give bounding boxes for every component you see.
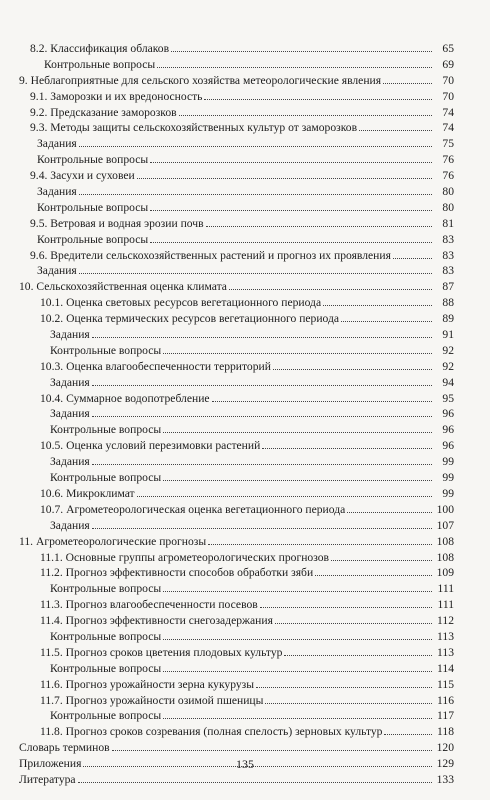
toc-entry-page: 99 [442, 471, 454, 485]
toc-entry-title: 11.4. Прогноз эффективности снегозадержания [40, 614, 273, 628]
dot-leader [383, 82, 432, 84]
dot-leader [384, 733, 432, 735]
toc-entry [0, 248, 490, 264]
toc-entry-page: 89 [442, 312, 454, 326]
toc-entry-page: 74 [442, 121, 454, 135]
dot-leader [393, 257, 432, 259]
toc-entry [0, 327, 490, 343]
toc-entry-page: 88 [442, 296, 454, 310]
toc-entry-page: 92 [442, 343, 454, 357]
toc-entry [0, 232, 490, 248]
toc-entry-title: 10.4. Суммарное водопотребление [40, 391, 210, 405]
toc-entry [0, 391, 490, 407]
dot-leader [92, 336, 432, 338]
toc-entry-page: 92 [442, 359, 454, 373]
toc-entry-title: 10.6. Микроклимат [40, 486, 135, 500]
toc-entry-page: 117 [437, 709, 454, 723]
toc-entry-title: 11.8. Прогноз сроков созревания (полная спелость) зерновых культур [40, 725, 383, 739]
toc-entry [0, 693, 490, 709]
dot-leader [229, 288, 432, 290]
dot-leader [275, 622, 432, 624]
dot-leader [137, 495, 432, 497]
toc-entry [0, 73, 490, 89]
dot-leader [157, 66, 432, 68]
toc-entry [0, 470, 490, 486]
toc-entry-page: 111 [437, 598, 454, 612]
toc-entry-title: Контрольные вопросы [50, 471, 162, 485]
toc-entry [0, 295, 490, 311]
toc-entry-title: 10.1. Оценка световых ресурсов вегетационного периода [40, 296, 322, 310]
toc-entry [0, 550, 490, 566]
toc-entry [0, 645, 490, 661]
toc-entry [0, 216, 490, 232]
toc-entry [0, 597, 490, 613]
toc-entry-page: 69 [442, 57, 454, 71]
toc-entry-title: 9.4. Засухи и суховеи [30, 169, 135, 183]
toc-entry-title: 11.2. Прогноз эффективности способов обработки зяби [40, 566, 314, 580]
toc-entry-page: 118 [437, 725, 454, 739]
toc-entry-title: 10. Сельскохозяйственная оценка климата [19, 280, 227, 294]
toc-entry-title: Контрольные вопросы [50, 582, 162, 596]
toc-entry-title: Задания [37, 264, 77, 278]
toc-entry-title: Контрольные вопросы [50, 629, 162, 643]
dot-leader [206, 225, 432, 227]
dot-leader [112, 749, 432, 751]
toc-entry-page: 109 [436, 566, 454, 580]
toc-entry [0, 41, 490, 57]
dot-leader [163, 590, 432, 592]
toc-entry-page: 81 [442, 216, 454, 230]
toc-entry-title: Задания [50, 328, 90, 342]
toc-entry-page: 95 [442, 391, 454, 405]
dot-leader [331, 559, 432, 561]
dot-leader [79, 272, 432, 274]
toc-entry-title: Контрольные вопросы [37, 153, 149, 167]
toc-entry-page: 65 [442, 42, 454, 55]
dot-leader [265, 702, 432, 704]
dot-leader [262, 447, 432, 449]
dot-leader [163, 638, 432, 640]
dot-leader [212, 400, 432, 402]
dot-leader [92, 415, 432, 417]
toc-entry [0, 105, 490, 121]
toc-entry [0, 152, 490, 168]
dot-leader [341, 320, 432, 322]
toc-entry [0, 454, 490, 470]
toc-entry-page: 108 [436, 534, 454, 548]
toc-entry-title: 11.7. Прогноз урожайности озимой пшеницы [40, 693, 264, 707]
toc-entry-title: Задания [50, 518, 90, 532]
toc-entry-page: 83 [442, 264, 454, 278]
toc-entry-title: Приложения [19, 757, 82, 771]
toc-entry [0, 708, 490, 724]
toc-entry-title: 9.1. Заморозки и их вредоносность [30, 89, 203, 103]
page-number: 135 [236, 757, 254, 771]
dot-leader [163, 670, 432, 672]
table-of-contents [0, 41, 490, 788]
toc-entry [0, 502, 490, 518]
toc-entry [0, 724, 490, 740]
dot-leader [92, 463, 432, 465]
toc-entry-page: 115 [437, 677, 454, 691]
toc-entry [0, 57, 490, 73]
toc-entry-page: 83 [442, 232, 454, 246]
toc-entry [0, 120, 490, 136]
toc-entry [0, 89, 490, 105]
toc-entry-page: 91 [442, 328, 454, 342]
toc-entry-title: Задания [37, 185, 77, 199]
toc-entry-page: 107 [436, 518, 454, 532]
toc-entry-page: 74 [442, 105, 454, 119]
toc-entry [0, 343, 490, 359]
toc-entry-page: 112 [437, 614, 454, 628]
toc-entry [0, 184, 490, 200]
toc-entry-title: Контрольные вопросы [50, 661, 162, 675]
toc-entry-page: 80 [442, 185, 454, 199]
toc-entry-title: Контрольные вопросы [50, 709, 162, 723]
dot-leader [208, 543, 432, 545]
toc-entry-title: Задания [50, 407, 90, 421]
dot-leader [78, 781, 432, 783]
toc-entry [0, 263, 490, 279]
dot-leader [359, 129, 432, 131]
dot-leader [171, 50, 432, 52]
toc-entry-title: 9.2. Предсказание заморозков [30, 105, 177, 119]
toc-entry-page: 113 [437, 645, 454, 659]
dot-leader [150, 209, 432, 211]
toc-entry-title: Задания [37, 137, 77, 151]
toc-entry-page: 111 [437, 582, 454, 596]
toc-entry [0, 677, 490, 693]
toc-entry-page: 133 [436, 772, 454, 786]
dot-leader [284, 654, 432, 656]
toc-entry [0, 200, 490, 216]
toc-entry [0, 359, 490, 375]
dot-leader [79, 193, 432, 195]
toc-entry-title: Словарь терминов [19, 741, 110, 755]
toc-entry-title: 9.5. Ветровая и водная эрозии почв [30, 216, 204, 230]
toc-entry [0, 422, 490, 438]
toc-entry-page: 100 [436, 502, 454, 516]
toc-entry-title: 10.5. Оценка условий перезимовки растений [40, 439, 261, 453]
toc-entry-title: Контрольные вопросы [50, 343, 162, 357]
toc-entry-title: 11.5. Прогноз сроков цветения плодовых культур [40, 645, 283, 659]
toc-entry-page: 114 [437, 661, 454, 675]
dot-leader [204, 98, 432, 100]
toc-entry-title: 11.1. Основные группы агрометеорологических прогнозов [40, 550, 330, 564]
toc-entry-page: 70 [442, 89, 454, 103]
dot-leader [273, 368, 432, 370]
toc-entry-title: Контрольные вопросы [50, 423, 162, 437]
dot-leader [163, 352, 432, 354]
toc-entry-page: 99 [442, 455, 454, 469]
toc-entry [0, 311, 490, 327]
toc-entry [0, 565, 490, 581]
toc-entry-title: Литература [19, 772, 76, 786]
dot-leader [163, 717, 432, 719]
toc-entry-page: 75 [442, 137, 454, 151]
dot-leader [79, 145, 432, 147]
toc-entry [0, 613, 490, 629]
toc-entry [0, 438, 490, 454]
dot-leader [347, 511, 432, 513]
toc-entry [0, 740, 490, 756]
toc-entry-title: Контрольные вопросы [37, 200, 149, 214]
dot-leader [323, 304, 432, 306]
toc-entry-page: 76 [442, 169, 454, 183]
toc-entry [0, 518, 490, 534]
toc-entry [0, 772, 490, 788]
dot-leader [150, 241, 432, 243]
toc-entry-title: 11. Агрометеорологические прогнозы [19, 534, 207, 548]
dot-leader [163, 479, 432, 481]
toc-entry-title: 10.3. Оценка влагообеспеченности территорий [40, 359, 271, 373]
toc-entry [0, 406, 490, 422]
toc-entry-page: 120 [436, 741, 454, 755]
toc-entry [0, 279, 490, 295]
dot-leader [179, 114, 432, 116]
toc-entry [0, 486, 490, 502]
toc-entry-page: 94 [442, 375, 454, 389]
toc-entry [0, 581, 490, 597]
toc-entry-title: 10.2. Оценка термических ресурсов вегетационного периода [40, 312, 340, 326]
dot-leader [163, 431, 432, 433]
dot-leader [315, 574, 432, 576]
toc-entry [0, 661, 490, 677]
toc-entry-page: 96 [442, 407, 454, 421]
toc-entry [0, 375, 490, 391]
toc-entry [0, 136, 490, 152]
toc-entry-title: 9.3. Методы защиты сельскохозяйственных культур от заморозков [30, 121, 358, 135]
toc-entry [0, 629, 490, 645]
toc-entry-title: 9. Неблагоприятные для сельского хозяйства метеорологические явления [19, 73, 382, 87]
toc-entry-page: 113 [437, 629, 454, 643]
toc-entry [0, 534, 490, 550]
toc-entry-page: 96 [442, 423, 454, 437]
toc-entry-page: 96 [442, 439, 454, 453]
toc-entry-page: 80 [442, 200, 454, 214]
toc-entry-title: 9.6. Вредители сельскохозяйственных растений и прогноз их проявления [30, 248, 391, 262]
toc-entry-title: 8.2. Классификация облаков [30, 42, 170, 55]
dot-leader [260, 606, 432, 608]
toc-entry-page: 108 [436, 550, 454, 564]
toc-entry-title: Контрольные вопросы [37, 232, 149, 246]
toc-entry-title: 10.7. Агрометеорологическая оценка вегетационного периода [40, 502, 346, 516]
toc-entry-title: 11.3. Прогноз влагообеспеченности посевов [40, 598, 258, 612]
toc-entry-page: 116 [437, 693, 454, 707]
toc-entry-title: Задания [50, 375, 90, 389]
toc-entry-title: Задания [50, 455, 90, 469]
toc-entry-title: Контрольные вопросы [44, 57, 156, 71]
dot-leader [92, 527, 432, 529]
toc-entry-page: 129 [436, 757, 454, 771]
dot-leader [256, 686, 432, 688]
dot-leader [92, 384, 432, 386]
toc-entry-page: 99 [442, 486, 454, 500]
toc-entry-page: 83 [442, 248, 454, 262]
toc-entry-page: 87 [442, 280, 454, 294]
dot-leader [137, 177, 432, 179]
toc-entry-page: 70 [442, 73, 454, 87]
toc-entry [0, 168, 490, 184]
toc-entry-page: 76 [442, 153, 454, 167]
toc-entry-title: 11.6. Прогноз урожайности зерна кукурузы [40, 677, 255, 691]
dot-leader [150, 161, 432, 163]
